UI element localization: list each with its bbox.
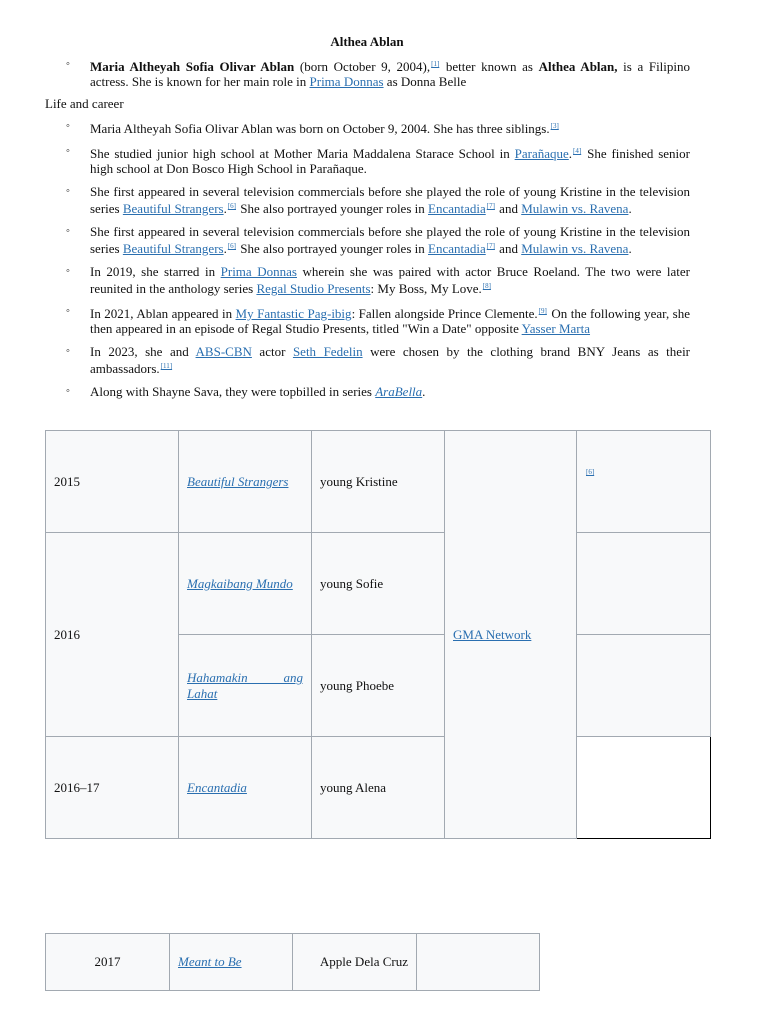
filmography-table-continued [45, 933, 540, 991]
title-link[interactable]: Magkaibang Mundo [187, 575, 293, 591]
career-bullet: ◦ In 2021, Ablan appeared in My Fantastic Pag-ibig: Fallen alongside Prince Clemente.[9] On the following year, she then appeared in an episode of Regal Studio Presents, titled "Win a Date" opposite Yasser Marta [66, 304, 690, 336]
year-cell: 2015 [46, 431, 179, 533]
career-bullet: ◦ She first appeared in several television commercials before she played the role of young Kristine in the television series Beautiful Strangers.[6] She also portrayed younger roles in Encantadia[7] and Mulawin vs. Ravena. [66, 184, 690, 216]
table-row [46, 934, 540, 991]
section-heading: Life and career [45, 96, 124, 111]
title-link[interactable]: Meant to Be [178, 954, 242, 969]
role-cell: young Alena [312, 737, 445, 839]
table-row [46, 533, 711, 635]
role-cell: young Sofie [312, 533, 445, 635]
career-bullet: ◦ She studied junior high school at Mother Maria Maddalena Starace School in Parañaque.[4] She finished senior high school at Don Bosco High School in Parañaque. [66, 144, 690, 176]
ref-link[interactable]: [8] [482, 282, 491, 290]
filmography-table [45, 430, 711, 839]
role-cell: Apple Dela Cruz [293, 934, 417, 991]
career-bullet: ◦ Maria Altheyah Sofia Olivar Ablan was born on October 9, 2004. She has three siblings.[3] [66, 119, 690, 136]
arabella-link[interactable]: AraBella [375, 384, 423, 399]
network-cell [445, 431, 577, 839]
title-cell [179, 737, 312, 839]
ref-cell [577, 533, 711, 635]
encantadia-link[interactable]: Encantadia [428, 241, 486, 256]
my-fantastic-pag-ibig-link[interactable]: My Fantastic Pag-ibig [235, 306, 352, 321]
year-cell: 2017 [46, 934, 170, 991]
stage-name: Althea Ablan, [538, 59, 618, 74]
ref-cell [577, 737, 711, 839]
encantadia-link[interactable]: Encantadia [428, 201, 486, 216]
ref-link[interactable]: [7] [486, 202, 495, 210]
ref-cell [577, 431, 711, 533]
gma-network-link[interactable]: GMA Network [453, 626, 532, 642]
title-link[interactable]: Hahamakin ang Lahat [187, 669, 303, 701]
ref-link[interactable]: [11] [160, 362, 173, 370]
mulawin-link[interactable]: Mulawin vs. Ravena [521, 241, 629, 256]
career-bullet: ◦ In 2023, she and ABS-CBN actor Seth Fedelin were chosen by the clothing brand BNY Jeans as their ambassadors.[11] [66, 344, 690, 376]
ref-link[interactable]: [6] [586, 468, 595, 476]
yasser-marta-link[interactable]: Yasser Marta [521, 321, 591, 336]
title-link[interactable]: Encantadia [187, 779, 247, 795]
ref-link[interactable]: [7] [486, 242, 495, 250]
role-cell: young Kristine [312, 431, 445, 533]
beautiful-strangers-link[interactable]: Beautiful Strangers [122, 241, 224, 256]
page-title: Althea Ablan [330, 34, 404, 49]
ref-link[interactable]: [3] [550, 122, 559, 130]
table-row [46, 737, 711, 839]
ref-cell [417, 934, 540, 991]
intro-bullet: ◦ Maria Altheyah Sofia Olivar Ablan (born October 9, 2004),[1] better known as Althea Ablan, is a Filipino actress. She is known for her main role in Prima Donnas as Donna Belle [66, 57, 690, 89]
table-row [46, 431, 711, 533]
career-list [66, 119, 690, 407]
title-cell [170, 934, 293, 991]
year-cell: 2016–17 [46, 737, 179, 839]
prima-donnas-link[interactable]: Prima Donnas [220, 264, 297, 279]
career-bullet: ◦ In 2019, she starred in Prima Donnas wherein she was paired with actor Bruce Roeland. The two were later reunited in the anthology series Regal Studio Presents: My Boss, My Love.[8] [66, 264, 690, 296]
title-cell [179, 635, 312, 737]
seth-fedelin-link[interactable]: Seth Fedelin [292, 344, 363, 359]
full-name: Maria Altheyah Sofia Olivar Ablan [90, 59, 295, 74]
year-cell: 2016 [46, 533, 179, 737]
ref-cell [577, 635, 711, 737]
title-link[interactable]: Beautiful Strangers [187, 473, 289, 489]
regal-studio-link[interactable]: Regal Studio Presents [256, 281, 371, 296]
ref-link[interactable]: [9] [538, 307, 547, 315]
career-bullet: ◦ Along with Shayne Sava, they were topbilled in series AraBella. [66, 384, 690, 399]
ref-link[interactable]: [4] [573, 147, 582, 155]
beautiful-strangers-link[interactable]: Beautiful Strangers [122, 201, 224, 216]
intro-list [66, 57, 690, 97]
title-cell [179, 533, 312, 635]
career-bullet: ◦ She first appeared in several television commercials before she played the role of young Kristine in the television series Beautiful Strangers.[6] She also portrayed younger roles in Encantadia[7] and Mulawin vs. Ravena. [66, 224, 690, 256]
ref-link[interactable]: [6] [227, 242, 237, 250]
ref-link[interactable]: [6] [227, 202, 237, 210]
role-cell: young Phoebe [312, 635, 445, 737]
ref-link[interactable]: [1] [431, 60, 440, 68]
title-cell [179, 431, 312, 533]
abs-cbn-link[interactable]: ABS-CBN [195, 344, 252, 359]
mulawin-link[interactable]: Mulawin vs. Ravena [521, 201, 629, 216]
paranaque-link[interactable]: Parañaque [514, 146, 569, 161]
prima-donnas-link[interactable]: Prima Donnas [309, 74, 384, 89]
